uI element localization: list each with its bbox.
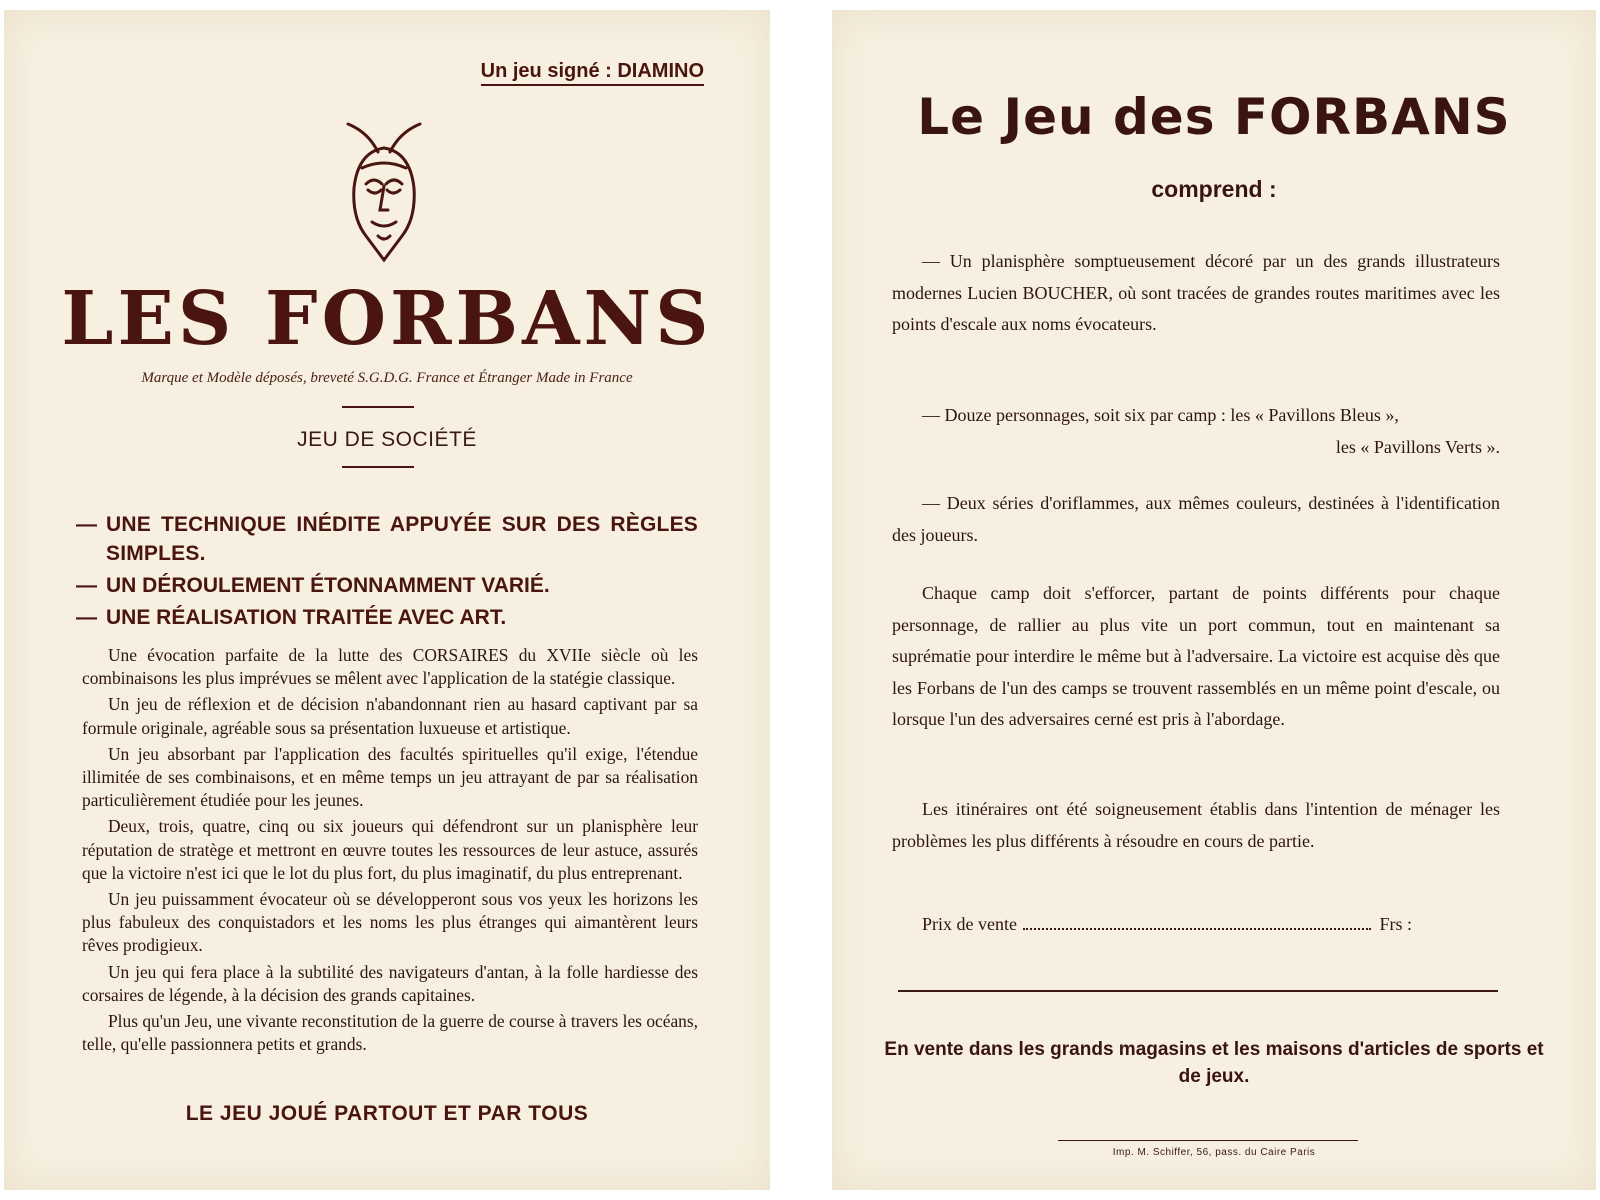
paragraph: Une évocation parfaite de la lutte des CORSAIRES du XVIIe siècle où les combinaisons les plus imprévues se mêlent avec l'application de la statégie classique. <box>82 645 698 689</box>
sale-notice: En vente dans les grands magasins et les maisons d'articles de sports et de jeux. <box>884 1039 1544 1087</box>
paragraph: Un jeu puissamment évocateur où se développeront sous vos yeux les horizons les plus fabuleux des conquistadors et les noms les plus étranges qui aimantèrent leurs rêves prodigieux. <box>82 889 698 956</box>
feature-item: — UNE TECHNIQUE INÉDITE APPUYÉE SUR DES RÈGLES SIMPLES. <box>76 513 698 565</box>
contents-item: — Deux séries d'oriflammes, aux mêmes couleurs, destinées à l'identification des joueurs. <box>892 493 1500 545</box>
left-page <box>4 10 770 1190</box>
right-page <box>832 10 1596 1190</box>
price-line <box>922 914 1412 935</box>
price-dots <box>1023 914 1372 930</box>
divider <box>342 406 414 408</box>
rules-paragraph: Les itinéraires ont été soigneusement établis dans l'intention de ménager les problèmes les plus différents à résoudre en cours de partie. <box>892 799 1500 851</box>
paragraph: Un jeu absorbant par l'application des facultés spirituelles qu'il exige, l'étendue illimitée de ses combinaisons, et en même temps un jeu attrayant de par sa réalisation particulièrement étudiée pour les jeunes. <box>82 743 698 811</box>
tagline: LE JEU JOUÉ PARTOUT ET PAR TOUS <box>185 1102 589 1125</box>
price-unit: Frs : <box>1379 914 1412 934</box>
subtitle: comprend : <box>1151 176 1277 202</box>
price-label: Prix de vente <box>922 914 1017 934</box>
brand-logo-text: LES FORBANS <box>61 276 713 362</box>
signature-line: Un jeu signé : DIAMINO <box>481 60 704 86</box>
paragraph: Plus qu'un Jeu, une vivante reconstitution de la guerre de course à travers les océans, telle, qu'elle passionnera petits et grands. <box>82 1011 698 1055</box>
divider <box>1058 1140 1358 1141</box>
divider <box>898 990 1498 992</box>
trademark-line: Marque et Modèle déposés, breveté S.G.D.G. France et Étranger Made in France <box>141 370 633 386</box>
feature-list <box>76 510 698 635</box>
feature-item: — UNE RÉALISATION TRAITÉE AVEC ART. <box>76 606 507 629</box>
divider <box>342 466 414 468</box>
page-title: Le Jeu des FORBANS <box>917 88 1511 146</box>
feature-item: — UN DÉROULEMENT ÉTONNAMMENT VARIÉ. <box>76 574 550 597</box>
printer-credit: Imp. M. Schiffer, 56, pass. du Caire Paris <box>1112 1147 1316 1158</box>
paragraph: Un jeu de réflexion et de décision n'abandonnant rien au hasard captivant par sa formule originale, agréable sous sa présentation luxueuse et artistique. <box>82 694 698 738</box>
paragraph: Un jeu qui fera place à la subtilité des navigateurs d'antan, à la folle hardiesse des corsaires de légende, à la décision des grands capitaines. <box>82 961 698 1005</box>
rules-paragraph: Chaque camp doit s'efforcer, partant de points différents pour chaque personnage, de rallier au plus vite un port commun, tout en maintenant sa suprématie pour interdire le même but à l'adversaire. La victoire est acquise dès que les Forbans de l'un des camps se trouvent rassemblés en un même point d'escale, ou lorsque l'un des adversaires cerné est pris à l'abordage. <box>892 583 1500 729</box>
contents-item: — Douze personnages, soit six par camp : les « Pavillons Bleus », les « Pavillons Verts ». <box>922 405 1500 457</box>
contents-item: — Un planisphère somptueusement décoré par un des grands illustrateurs modernes Lucien BOUCHER, où sont tracées de grandes routes maritimes avec les points d'escale aux noms évocateurs. <box>892 251 1500 334</box>
description <box>82 644 698 1059</box>
paragraph: Deux, trois, quatre, cinq ou six joueurs qui défendront sur un planisphère leur réputation de stratège et mettront en œuvre toutes les ressources de leur astuce, assurés que la victoire n'est ici que le lot du plus fort, du plus imaginatif, du plus entreprenant. <box>82 816 698 883</box>
mask-logo-icon <box>338 118 430 268</box>
category-label: JEU DE SOCIÉTÉ <box>297 428 477 451</box>
